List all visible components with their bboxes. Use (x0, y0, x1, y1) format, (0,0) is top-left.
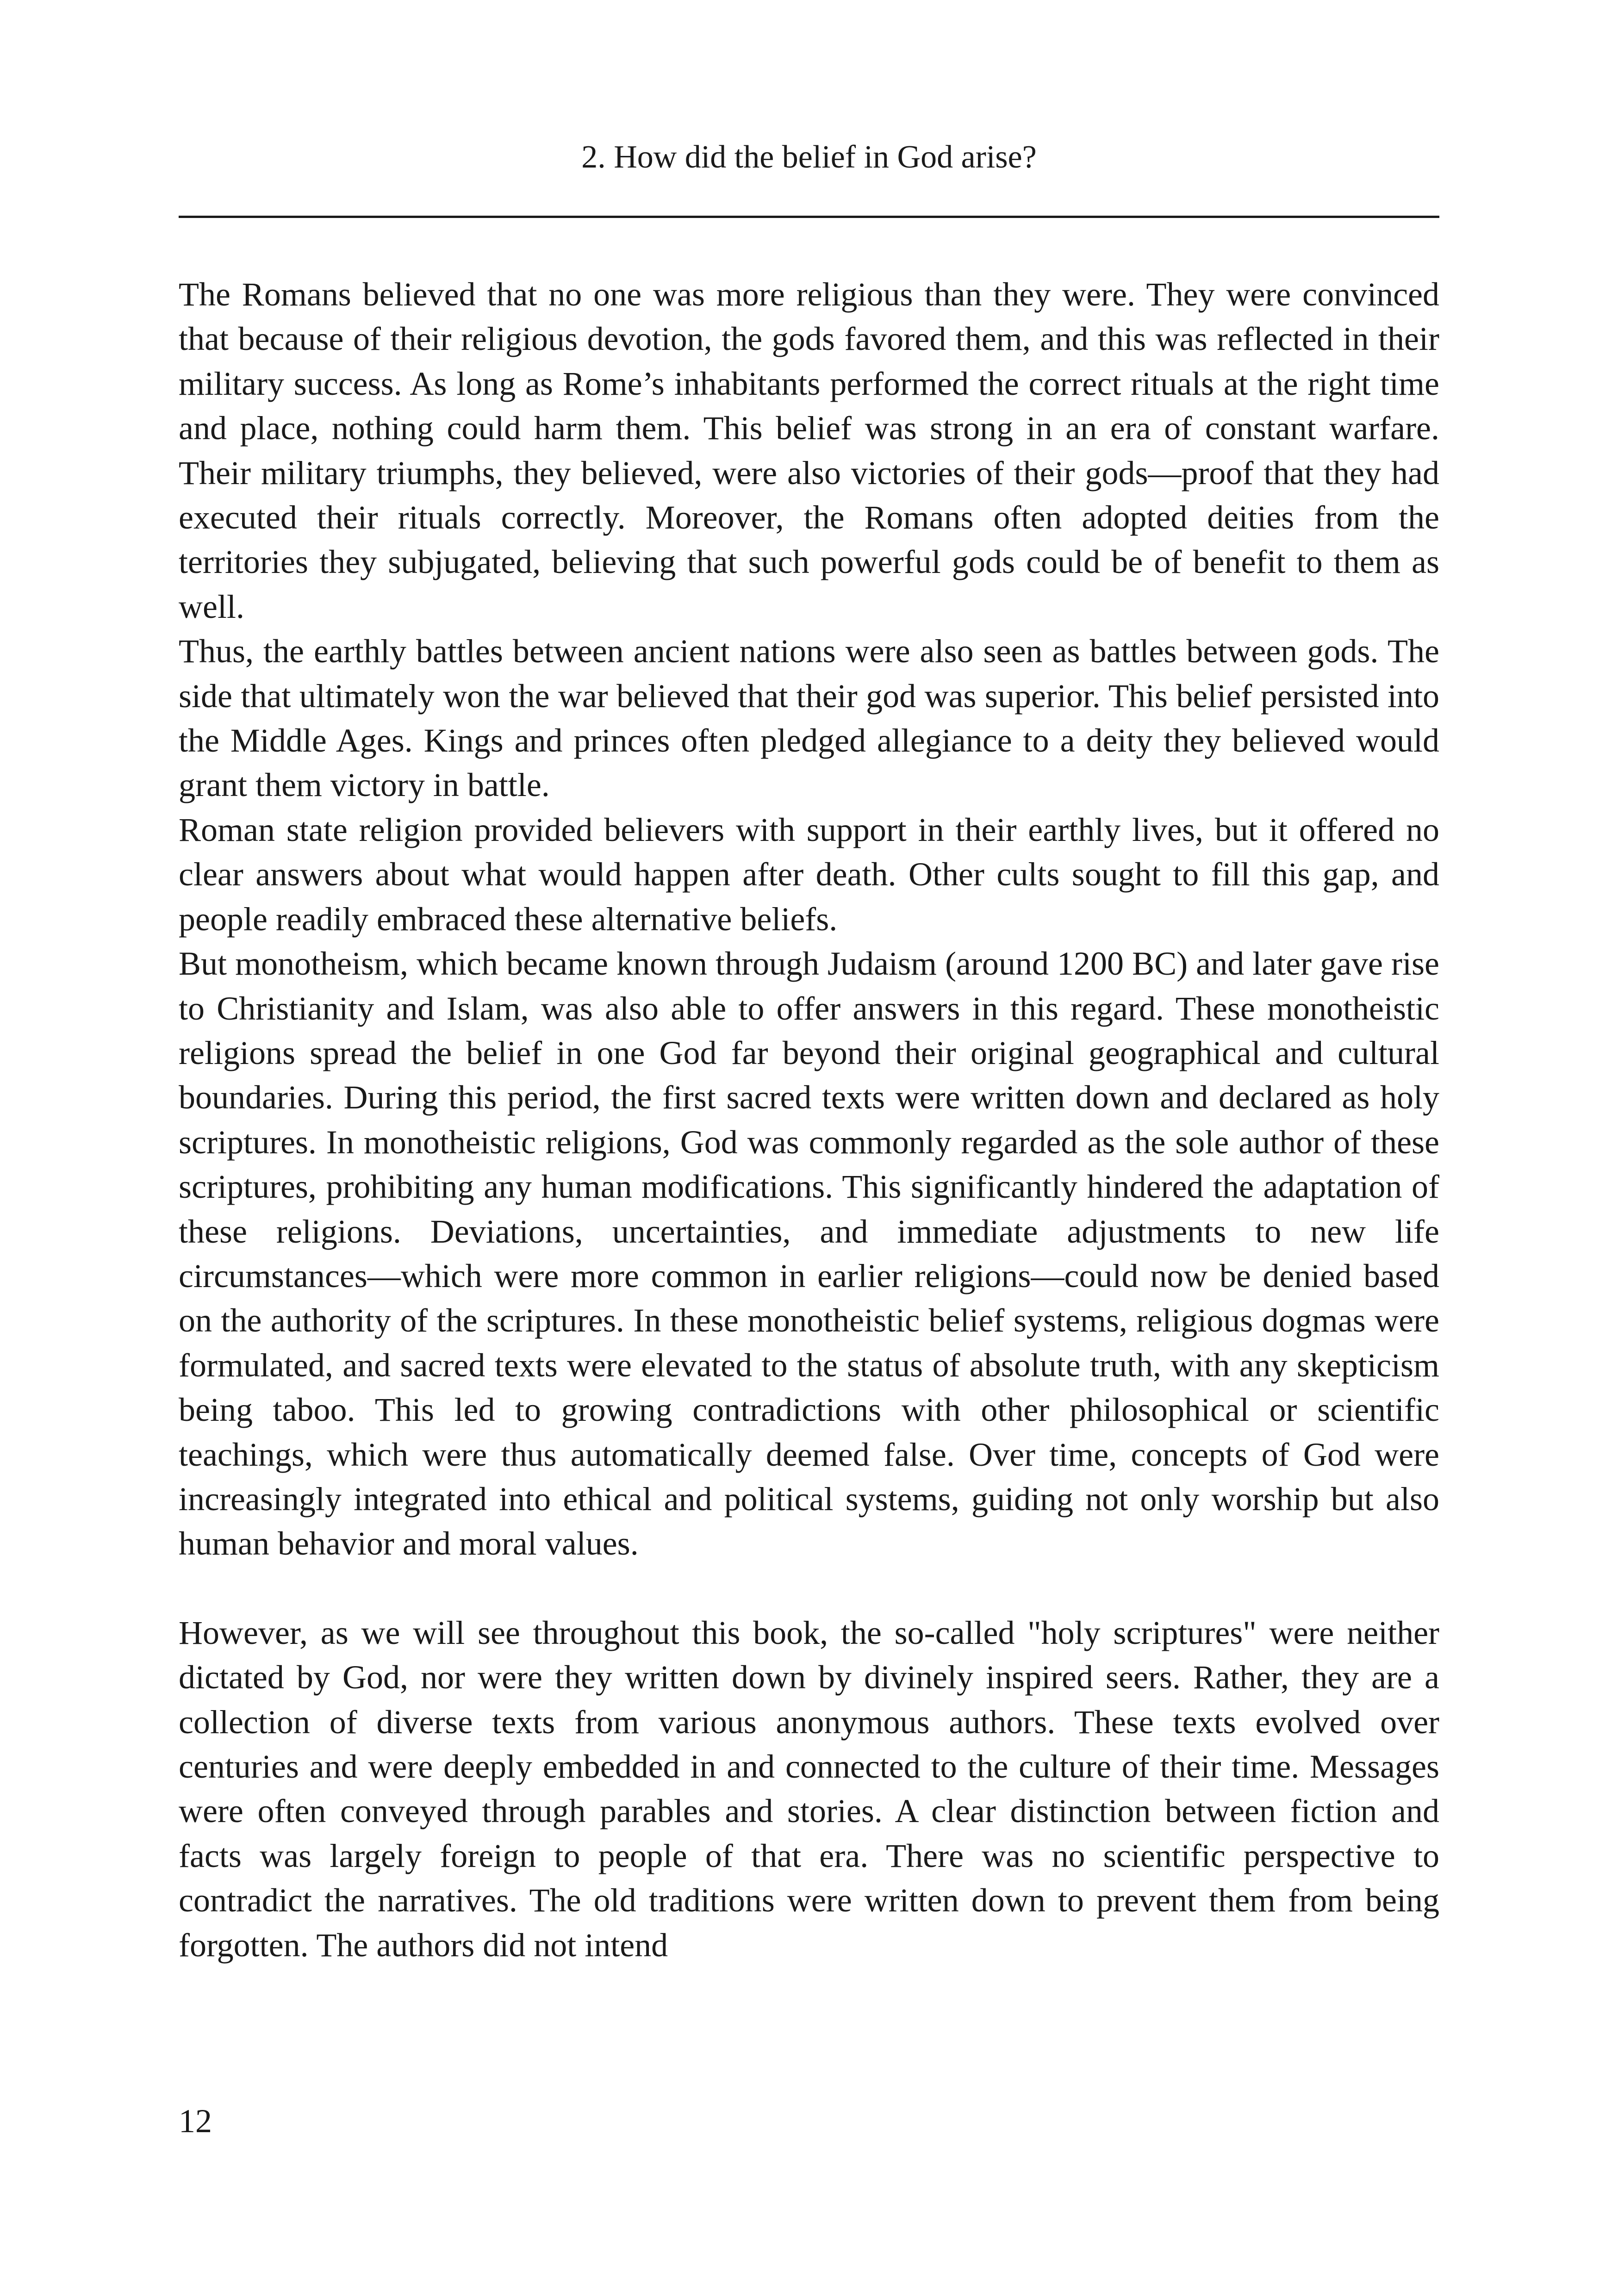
header-divider (179, 216, 1439, 218)
running-header: 2. How did the belief in God arise? (581, 139, 1037, 175)
paragraph-battles-of-gods: Thus, the earthly battles between ancient nations were also seen as battles between gods. The side that ultimately won the war believed that their god was superior. This belief persisted into the Middle Ages. Kings and princes often pledged allegiance to a deity they believed would grant them victory in battle. (179, 633, 1439, 804)
paragraph-monotheism: But monotheism, which became known through Judaism (around 1200 BC) and later gave rise to Christianity and Islam, was also able to offer answers in this regard. These monotheistic religions spread the belief in one God far beyond their original geographical and cultural boundaries. During this period, the first sacred texts were written down and declared as holy scriptures. In monotheistic religions, God was commonly regarded as the sole author of these scriptures, prohibiting any human modifications. This significantly hindered the adaptation of these religions. Deviations, uncertainties, and immediate adjustments to new life circumstances—which were more common in earlier religions—could now be denied based on the authority of the scriptures. In these monotheistic belief systems, religious dogmas were formulated, and sacred texts were elevated to the status of absolute truth, with any skepticism being taboo. This led to growing contradictions with other philosophical or scientific teachings, which were thus automatically deemed false. Over time, concepts of God were increasingly integrated into ethical and political systems, guiding not only worship but also human behavior and moral values. (179, 945, 1439, 1562)
paragraph-state-religion: Roman state religion provided believers with support in their earthly lives, but it offered no clear answers about what would happen after death. Other cults sought to fill this gap, and people readily embraced these alternative beliefs. (179, 811, 1439, 938)
body-text (179, 272, 1439, 1967)
paragraph-holy-scriptures: However, as we will see throughout this book, the so-called "holy scriptures" were neither dictated by God, nor were they written down by divinely inspired seers. Rather, they are a collection of diverse texts from various anonymous authors. These texts evolved over centuries and were deeply embedded in and connected to the culture of their time. Messages were often conveyed through parables and stories. A clear distinction between fiction and facts was largely foreign to people of that era. There was no scientific perspective to contradict the narratives. The old traditions were written down to prevent them from being forgotten. The authors did not intend (179, 1614, 1439, 1964)
paragraph-romans-religion: The Romans believed that no one was more religious than they were. They were convinced that because of their religious devotion, the gods favored them, and this was reflected in their military success. As long as Rome’s inhabitants performed the correct rituals at the right time and place, nothing could harm them. This belief was strong in an era of constant warfare. Their military triumphs, they believed, were also victories of their gods—proof that they had executed their rituals correctly. Moreover, the Romans often adopted deities from the territories they subjugated, believing that such powerful gods could be of benefit to them as well. (179, 276, 1439, 625)
page-number: 12 (179, 2103, 212, 2140)
